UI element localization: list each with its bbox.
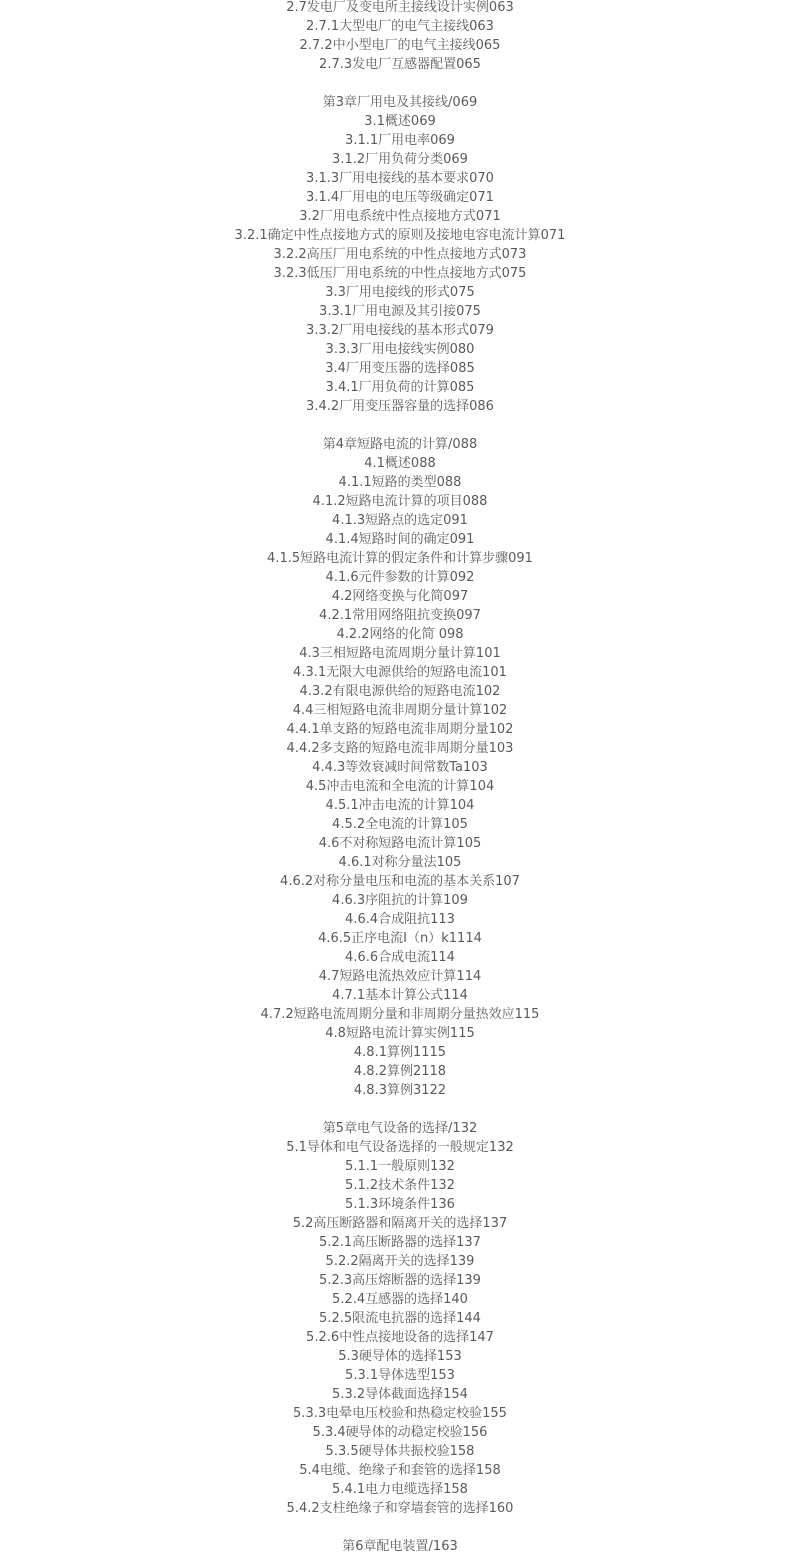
toc-entry: 5.2.6中性点接地设备的选择147: [306, 1330, 494, 1345]
toc-entry: 2.7.1大型电厂的电气主接线063: [306, 19, 494, 34]
toc-entry: 3.3.1厂用电源及其引接075: [319, 304, 481, 319]
toc-entry: 5.1.1一般原则132: [345, 1159, 455, 1174]
toc-entry: 5.1.2技术条件132: [345, 1178, 455, 1193]
toc-entry: 4.4三相短路电流非周期分量计算102: [292, 703, 508, 718]
toc-spacer: [0, 74, 800, 93]
toc-entry: 4.6.2对称分量电压和电流的基本关系107: [280, 874, 520, 889]
toc-entry: 4.6.1对称分量法105: [338, 855, 462, 870]
toc-entry: 4.8短路电流计算实例115: [325, 1026, 475, 1041]
toc-chapter-heading: 第4章短路电流的计算/088: [322, 437, 478, 452]
toc-entry: 4.1.3短路点的选定091: [332, 513, 468, 528]
toc-entry: 4.4.1单支路的短路电流非周期分量102: [286, 722, 514, 737]
toc-entry: 4.4.3等效衰减时间常数Ta103: [312, 760, 488, 775]
toc-entry: 4.1.5短路电流计算的假定条件和计算步骤091: [267, 551, 533, 566]
toc-entry: 3.1.4厂用电的电压等级确定071: [306, 190, 494, 205]
toc-entry: 3.4.1厂用负荷的计算085: [325, 380, 475, 395]
toc-entry: 4.5冲击电流和全电流的计算104: [305, 779, 495, 794]
toc-entry: 5.2.2隔离开关的选择139: [325, 1254, 475, 1269]
toc-entry: 3.3.2厂用电接线的基本形式079: [306, 323, 494, 338]
toc-entry: 3.1.1厂用电率069: [345, 133, 455, 148]
toc-entry: 4.1.6元件参数的计算092: [325, 570, 475, 585]
toc-entry: 3.1.2厂用负荷分类069: [332, 152, 468, 167]
toc-entry: 4.8.3算例3122: [353, 1083, 447, 1098]
toc-entry: 5.2高压断路器和隔离开关的选择137: [292, 1216, 508, 1231]
toc-entry: 4.8.1算例1115: [353, 1045, 447, 1060]
toc-chapter-heading: 第6章配电装置/163: [342, 1539, 458, 1554]
toc-entry: 5.2.3高压熔断器的选择139: [319, 1273, 481, 1288]
toc-entry: 5.1.3环境条件136: [345, 1197, 455, 1212]
toc-entry: 4.5.1冲击电流的计算104: [325, 798, 475, 813]
toc-entry: 5.3.2导体截面选择154: [332, 1387, 468, 1402]
toc-entry: 4.7.2短路电流周期分量和非周期分量热效应115: [260, 1007, 540, 1022]
toc-entry: 2.7.2中小型电厂的电气主接线065: [299, 38, 501, 53]
toc-spacer: [0, 416, 800, 435]
toc-entry: 5.1导体和电气设备选择的一般规定132: [286, 1140, 514, 1155]
toc-entry: 5.3.3电晕电压校验和热稳定校验155: [293, 1406, 507, 1421]
toc-entry: 5.3硬导体的选择153: [338, 1349, 462, 1364]
toc-entry: 4.1概述088: [364, 456, 436, 471]
toc-entry: 3.2.2高压厂用电系统的中性点接地方式073: [273, 247, 527, 262]
toc-chapter-heading: 第5章电气设备的选择/132: [322, 1121, 478, 1136]
toc-entry: 4.1.1短路的类型088: [338, 475, 462, 490]
toc-entry: 4.1.4短路时间的确定091: [325, 532, 475, 547]
toc-chapter-heading: 第3章厂用电及其接线/069: [322, 95, 478, 110]
toc-entry: 3.2.1确定中性点接地方式的原则及接地电容电流计算071: [234, 228, 566, 243]
toc-entry: 5.2.1高压断路器的选择137: [319, 1235, 481, 1250]
toc-entry: 4.3.2有限电源供给的短路电流102: [299, 684, 501, 699]
toc-entry: 5.2.4互感器的选择140: [332, 1292, 468, 1307]
toc-entry: 3.3.3厂用电接线实例080: [325, 342, 475, 357]
toc-entry: 4.3.1无限大电源供给的短路电流101: [293, 665, 507, 680]
toc-entry: 4.6.5正序电流I（n）k1114: [318, 931, 482, 946]
toc-entry: 2.7.3发电厂互感器配置065: [319, 57, 481, 72]
toc-entry: 4.7短路电流热效应计算114: [318, 969, 482, 984]
toc-spacer: [0, 1100, 800, 1119]
toc-entry: 3.1.3厂用电接线的基本要求070: [306, 171, 494, 186]
toc-entry: 5.4电缆、绝缘子和套管的选择158: [299, 1463, 501, 1478]
toc-entry: 2.7发电厂及变电所主接线设计实例063: [286, 0, 514, 15]
toc-entry: 3.3厂用电接线的形式075: [325, 285, 475, 300]
toc-entry: 3.2厂用电系统中性点接地方式071: [299, 209, 501, 224]
toc-entry: 3.4厂用变压器的选择085: [325, 361, 475, 376]
toc-entry: 4.1.2短路电流计算的项目088: [312, 494, 488, 509]
toc-entry: 5.3.4硬导体的动稳定校验156: [312, 1425, 488, 1440]
toc-entry: 4.2.2网络的化简 098: [336, 627, 464, 642]
toc-entry: 5.3.5硬导体共振校验158: [325, 1444, 475, 1459]
toc-spacer: [0, 1518, 800, 1537]
toc-entry: 4.4.2多支路的短路电流非周期分量103: [286, 741, 514, 756]
toc-entry: 4.6.6合成电流114: [345, 950, 455, 965]
toc-entry: 3.2.3低压厂用电系统的中性点接地方式075: [273, 266, 527, 281]
toc-entry: 3.4.2厂用变压器容量的选择086: [306, 399, 494, 414]
toc-entry: 5.4.2支柱绝缘子和穿墙套管的选择160: [286, 1501, 514, 1516]
toc-entry: 4.5.2全电流的计算105: [332, 817, 468, 832]
toc-entry: 5.4.1电力电缆选择158: [332, 1482, 468, 1497]
toc-entry: 4.3三相短路电流周期分量计算101: [299, 646, 501, 661]
toc-entry: 4.2网络变换与化简097: [331, 589, 469, 604]
toc-entry: 4.8.2算例2118: [353, 1064, 447, 1079]
toc-entry: 4.7.1基本计算公式114: [332, 988, 468, 1003]
toc-entry: 3.1概述069: [364, 114, 436, 129]
toc-entry: 5.3.1导体选型153: [345, 1368, 455, 1383]
toc-entry: 4.6.3序阻抗的计算109: [332, 893, 468, 908]
toc-entry: 4.2.1常用网络阻抗变换097: [319, 608, 481, 623]
toc-entry: 4.6.4合成阻抗113: [345, 912, 455, 927]
toc-entry: 4.6不对称短路电流计算105: [318, 836, 482, 851]
toc-entry: 5.2.5限流电抗器的选择144: [319, 1311, 481, 1326]
